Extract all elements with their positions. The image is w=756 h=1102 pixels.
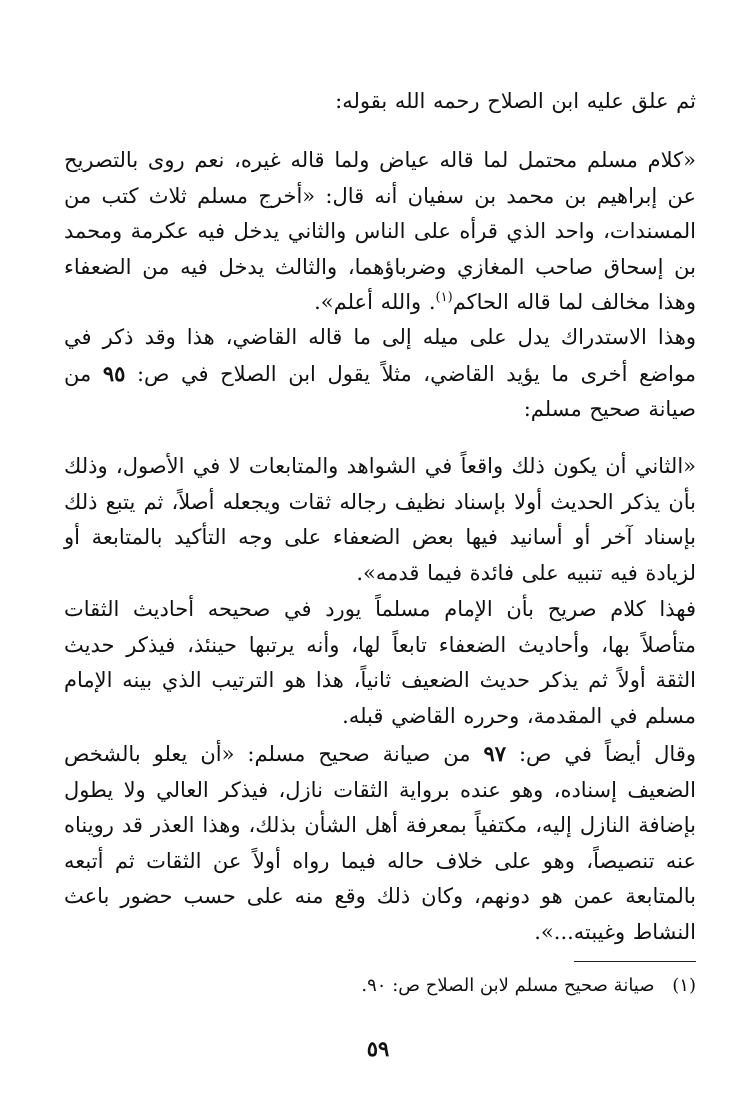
paragraph-istidrak xyxy=(64,320,696,428)
footnote xyxy=(64,972,696,1000)
footnote-number: (١) xyxy=(672,975,696,996)
paragraph-text: وهذا الاستدراك يدل على ميله إلى ما قاله القاضي، هذا وقد ذكر في مواضع أخرى ما يؤيد القاضي، مثلاً يقول ابن الصلاح في ص: xyxy=(64,325,696,386)
page-reference-number: ٩٧ xyxy=(483,741,507,766)
footnote-reference: (١) xyxy=(435,290,453,305)
paragraph-text: «كلام مسلم محتمل لما قاله عياض ولما قاله غيره، نعم روى بالتصريح عن إبراهيم بن محمد بن سفيان أنه قال: «أخرج مسلم ثلاث كتب من المسندات، واحد الذي قرأه على الناس والثاني يدخل فيه عكرمة ومحمد بن إسحاق صاحب المغازي وضرباؤهما، والثالث يدخل فيه من الضعفاء وهذا مخالف لما قاله الحاكم xyxy=(64,148,696,314)
page-reference-number: ٩٥ xyxy=(102,360,126,386)
paragraph-commentary xyxy=(64,592,696,734)
paragraph-text: من صيانة صحيح مسلم: «أن يعلو بالشخص الضعيف إسناده، وهو عنده برواية الثقات نازل، فيذكر العالي ولا يطول بإضافة النازل إليه، مكتفياً بمعرفة أهل الشأن بذلك، وهذا العذر قد رويناه عنه تنصيصاً، وهو على خلاف حاله فيما رواه أولاً عن الثقات ثم أتبعه بالمتابعة عمن هو دونهم، وكان ذلك وقع منه على حسب حضور باعث النشاط وغيبته...». xyxy=(64,742,696,944)
paragraph-text: «الثاني أن يكون ذلك واقعاً في الشواهد والمتابعات لا في الأصول، وذلك بأن يذكر الحديث أولا بإسناد نظيف رجاله ثقات ويجعله أصلاً، ثم يتبع ذلك بإسناد آخر أو أسانيد فيها بعض الضعفاء على وجه التأكيد بالمتابعة أو لزيادة فيه تنبيه على فائدة فيما قدمه». xyxy=(64,454,696,585)
footnote-text: صيانة صحيح مسلم لابن الصلاح ص: ٩٠. xyxy=(361,975,655,996)
paragraph-quote-third xyxy=(64,736,696,950)
page-number: ٥٩ xyxy=(366,1036,390,1061)
paragraph-text: . والله أعلم». xyxy=(314,290,436,314)
paragraph-quote-ibn-salah xyxy=(64,143,696,321)
paragraph-quote-second xyxy=(64,449,696,591)
intro-text: ثم علق عليه ابن الصلاح رحمه الله بقوله: xyxy=(335,89,696,113)
paragraph-text: من صيانة صحيح مسلم: xyxy=(64,361,696,421)
intro-line xyxy=(64,84,696,120)
paragraph-text: فهذا كلام صريح بأن الإمام مسلماً يورد في صحيحه أحاديث الثقات متأصلاً بها، وأحاديث الضعفاء تابعاً لها، وأنه يرتبها حينئذ، فيذكر حديث الثقة أولاً ثم يذكر حديث الضعيف ثانياً، هذا هو الترتيب الذي بينه الإمام مسلم في المقدمة، وحرره القاضي قبله. xyxy=(64,597,696,728)
paragraph-text: وقال أيضاً في ص: xyxy=(518,742,696,766)
footnote-separator xyxy=(574,961,696,962)
